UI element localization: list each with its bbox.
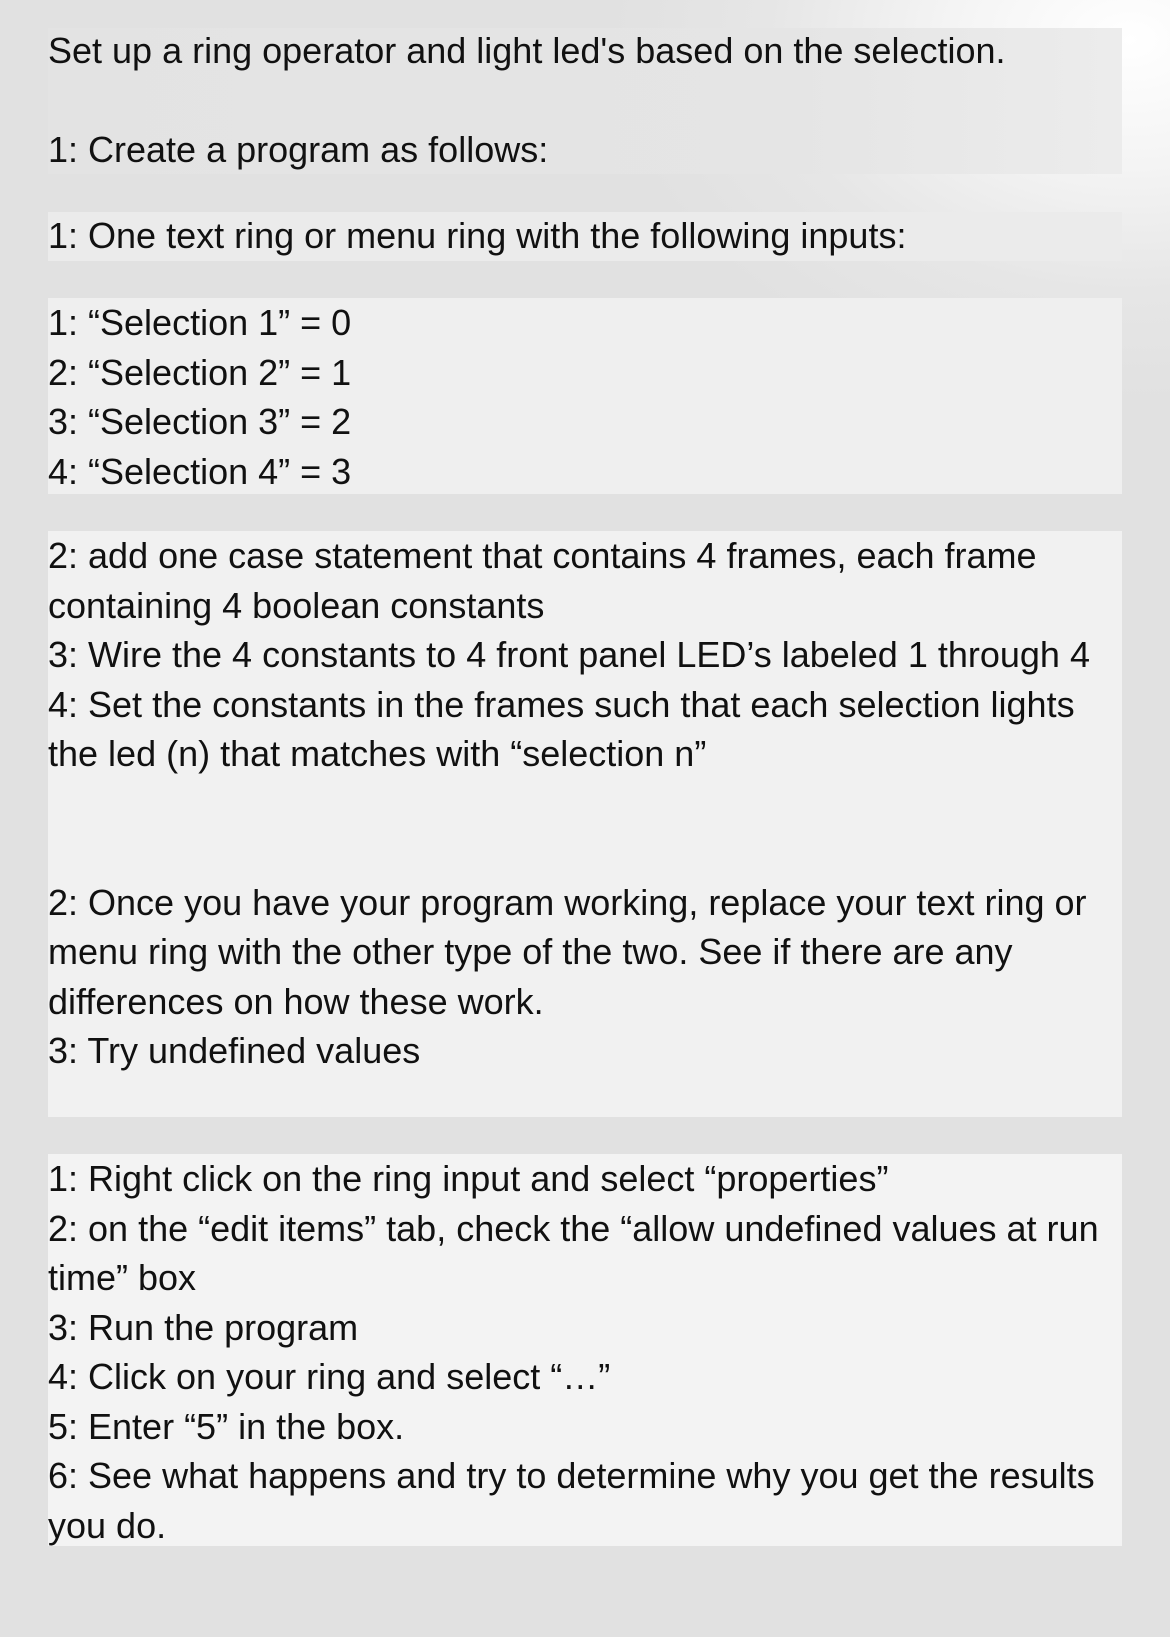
intro-title: Set up a ring operator and light led's based on the selection. xyxy=(48,30,1006,71)
intro-block xyxy=(48,28,1122,174)
intro-step-1: 1: Create a program as follows: xyxy=(48,129,549,170)
steps-block xyxy=(48,531,1122,1117)
selection-item-2: 2: “Selection 2” = 1 xyxy=(48,351,352,393)
undefined-step-1: 1: Right click on the ring input and select “properties” xyxy=(48,1158,889,1199)
selections-block xyxy=(48,298,1122,494)
step-3-wire-constants: 3: Wire the 4 constants to 4 front panel LED’s labeled 1 through 4 xyxy=(48,634,1090,675)
undefined-step-2: 2: on the “edit items” tab, check the “allow undefined values at run time” box xyxy=(48,1207,1099,1298)
selection-item-4: 4: “Selection 4” = 3 xyxy=(48,450,352,492)
selection-item-3: 3: “Selection 3” = 2 xyxy=(48,401,352,442)
step-4-set-constants: 4: Set the constants in the frames such that each selection lights the led (n) that matches with “selection n” xyxy=(48,683,1075,774)
step-2-case-statement: 2: add one case statement that contains 4 frames, each frame containing 4 boolean constants xyxy=(48,535,1037,626)
part-3-undefined-values: 3: Try undefined values xyxy=(48,1030,421,1071)
undefined-step-4: 4: Click on your ring and select “…” xyxy=(48,1356,611,1397)
undefined-step-3: 3: Run the program xyxy=(48,1306,359,1348)
selection-item-1: 1: “Selection 1” = 0 xyxy=(48,302,352,343)
undefined-step-6: 6: See what happens and try to determine why you get the results you do. xyxy=(48,1455,1095,1546)
ring-heading-block xyxy=(48,212,1122,261)
undefined-step-5: 5: Enter “5” in the box. xyxy=(48,1405,405,1447)
part-2-replace-ring: 2: Once you have your program working, replace your text ring or menu ring with the other type of the two. See if there are any differences on how these work. xyxy=(48,881,1087,1022)
ring-heading: 1: One text ring or menu ring with the following inputs: xyxy=(48,215,907,256)
undefined-values-block xyxy=(48,1154,1122,1546)
